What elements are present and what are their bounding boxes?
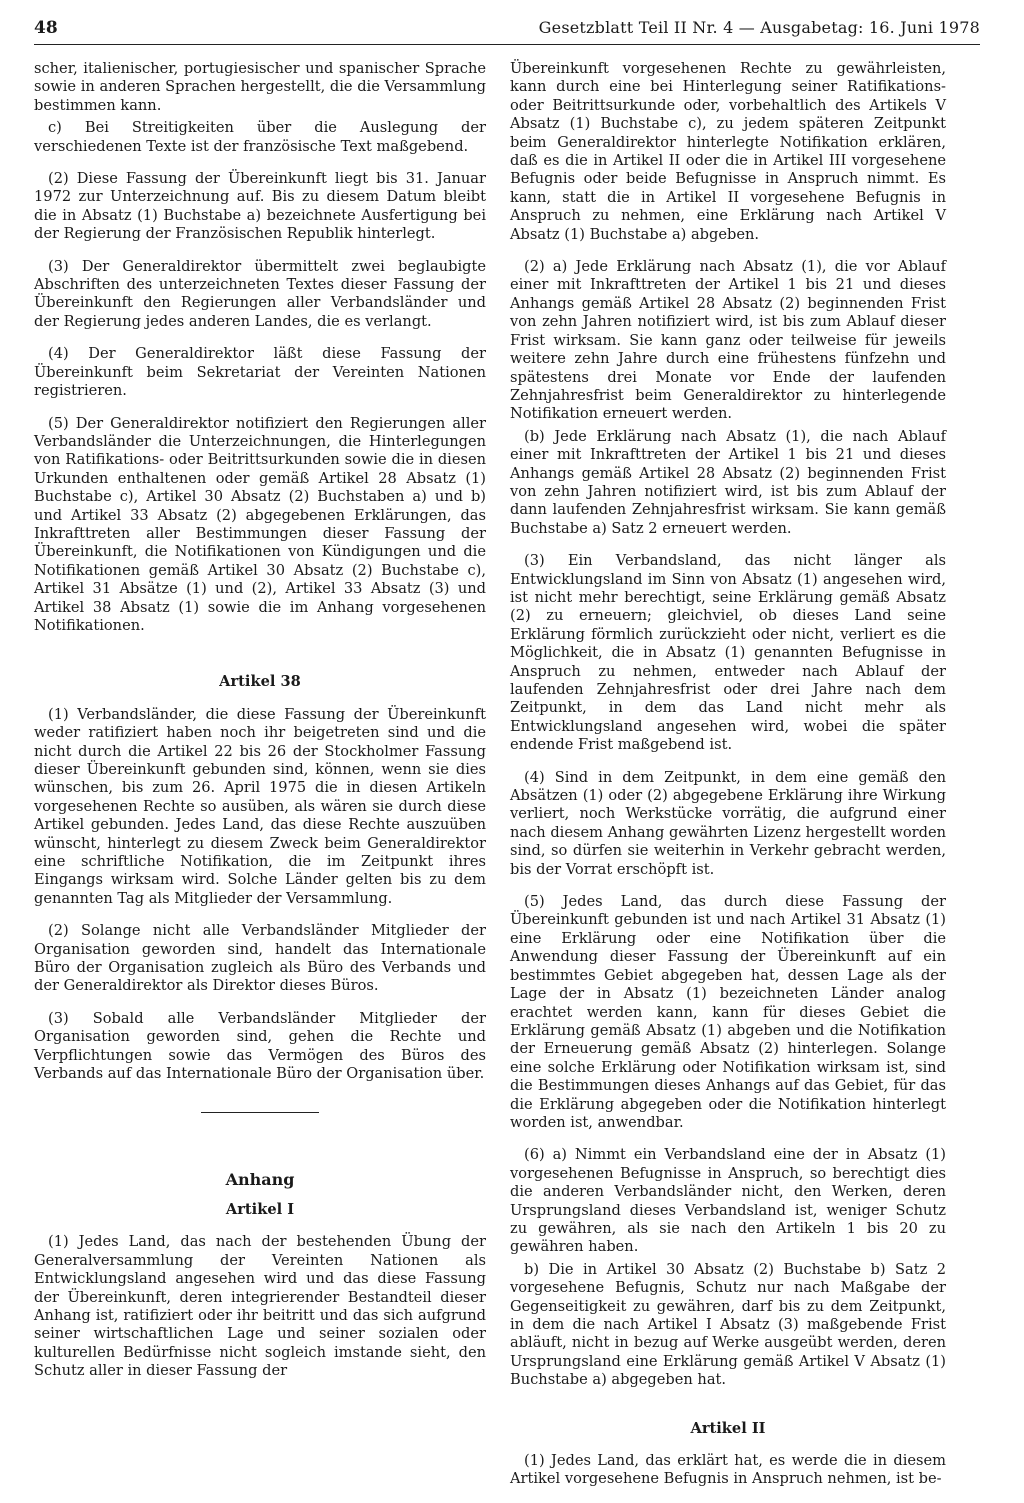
paragraph: (6) a) Nimmt ein Verbandsland eine der in Absatz (1) vorgesehenen Befugnisse in Anspruch, so berechtigt dies die anderen Verbandsländer nicht, den Werken, deren Ursprungsland dieses Verbandsland ist, weniger Schutz zu gewähren, als sie nach den Artikeln 1 bis 20 zu gewähren haben. <box>510 1146 946 1256</box>
page-number: 48 <box>34 18 58 38</box>
section-heading-artikel-i: Artikel I <box>225 1200 295 1218</box>
paragraph: (1) Verbandsländer, die diese Fassung der Übereinkunft weder ratifiziert haben noch ihr beigetreten sind und die nicht durch die Artikel 22 bis 26 der Stockholmer Fassung dieser Übereinkunft gebunden sind, können, wenn sie dies wünschen, bis zum 26. April 1975 die in diesen Artikeln vorgesehenen Rechte so ausüben, als wären sie durch diese Artikel gebunden. Jedes Land, das diese Rechte auszuüben wünscht, hinterlegt zu diesem Zweck beim Generaldirektor eine schriftliche Notifikation, die im Zeitpunkt ihres Eingangs wirksam wird. Solche Länder gelten bis zu dem genannten Tag als Mitglieder der Versammlung. <box>34 705 486 907</box>
paragraph: (3) Der Generaldirektor übermittelt zwei beglaubigte Abschriften des unterzeichneten Textes dieser Fassung der Übereinkunft den Regierungen aller Verbandsländer und der Regierung jedes anderen Landes, die es verlangt. <box>34 257 486 330</box>
running-title: Gesetzblatt Teil II Nr. 4 — Ausgabetag: 16. Juni 1978 <box>538 18 980 37</box>
paragraph: Übereinkunft vorgesehenen Rechte zu gewährleisten, kann durch eine bei Hinterlegung seiner Ratifikations- oder Beitrittsurkunde oder, vorbehaltlich des Artikels V Absatz (1) Buchstabe c), zu jedem späteren Zeitpunkt beim Generaldirektor hinterlegte Notifikation erklären, daß es die in Artikel II oder die in Artikel III vorgesehene Befugnis oder beide Befugnisse in Anspruch nimmt. Es kann, statt die in Artikel II vorgesehene Befugnis in Anspruch zu nehmen, eine Erklärung nach Artikel V Absatz (1) Buchstabe a) abgeben. <box>510 60 946 243</box>
left-column <box>34 60 486 1395</box>
paragraph: b) Die in Artikel 30 Absatz (2) Buchstabe b) Satz 2 vorgesehene Befugnis, Schutz nur nach Maßgabe der Gegenseitigkeit zu gewähren, darf bis zu dem Zeitpunkt, in dem die nach Artikel I Absatz (3) maßgebende Frist abläuft, nicht in bezug auf Werke ausgeübt werden, deren Ursprungsland eine Erklärung gemäß Artikel V Absatz (1) Buchstabe a) abgegeben hat. <box>510 1260 946 1389</box>
page-header <box>34 18 980 45</box>
paragraph: (3) Sobald alle Verbandsländer Mitglieder der Organisation geworden sind, gehen die Rechte und Verpflichtungen sowie das Vermögen des Büros des Verbands auf das Internationale Büro der Organisation über. <box>34 1009 486 1083</box>
paragraph: (2) Solange nicht alle Verbandsländer Mitglieder der Organisation geworden sind, handelt das Internationale Büro der Organisation zugleich als Büro des Verbands und der Generaldirektor als Direktor dieses Büros. <box>34 922 486 995</box>
paragraph: (2) a) Jede Erklärung nach Absatz (1), die vor Ablauf einer mit Inkrafttreten der Artikel 1 bis 21 und dieses Anhangs gemäß Artikel 28 Absatz (2) beginnenden Frist von zehn Jahren notifiziert wird, ist bis zum Ablauf dieser Frist wirksam. Sie kann ganz oder teilweise für jeweils weitere zehn Jahre durch eine frühestens fünfzehn und spätestens drei Monate vor Ende der laufenden Zehnjahresfrist beim Generaldirektor zu hinterlegende Notifikation erneuert werden. <box>510 258 946 423</box>
paragraph: (1) Jedes Land, das erklärt hat, es werde die in diesem Artikel vorgesehene Befugnis in Anspruch nehmen, ist be- <box>510 1452 946 1488</box>
paragraph: (5) Jedes Land, das durch diese Fassung der Übereinkunft gebunden ist und nach Artikel 31 Absatz (1) eine Erklärung oder eine Notifikation über die Anwendung dieser Fassung der Übereinkunft auf ein bestimmtes Gebiet abgegeben hat, dessen Lage als der Lage der in Absatz (1) bezeichneten Länder analog erachtet werden kann, kann für dieses Gebiet die Erklärung gemäß Absatz (1) abgeben und die Notifikation der Erneuerung gemäß Absatz (2) hinterlegen. Solange eine solche Erklärung oder Notifikation wirksam ist, sind die Bestimmungen dieses Anhangs auf das Gebiet, für das die Erklärung abgegeben oder die Notifikation hinterlegt worden ist, anwendbar. <box>510 893 946 1131</box>
paragraph: c) Bei Streitigkeiten über die Auslegung der verschiedenen Texte ist der französische Text maßgebend. <box>34 119 486 155</box>
paragraph: (3) Ein Verbandsland, das nicht länger als Entwicklungsland im Sinn von Absatz (1) angesehen wird, ist nicht mehr berechtigt, seine Erklärung gemäß Absatz (2) zu erneuern; gleichviel, ob dieses Land seine Erklärung förmlich zurückzieht oder nicht, verliert es die Möglichkeit, die in Absatz (1) genannten Befugnisse in Anspruch zu nehmen, entweder nach Ablauf der laufenden Zehnjahresfrist oder drei Jahre nach dem Zeitpunkt, in dem das Land nicht mehr als Entwicklungsland angesehen wird, wobei die später endende Frist maßgebend ist. <box>510 552 946 754</box>
paragraph: (4) Sind in dem Zeitpunkt, in dem eine gemäß den Absätzen (1) oder (2) abgegebene Erklärung ihre Wirkung verliert, noch Werkstücke vorrätig, die aufgrund einer nach diesem Anhang gewährten Lizenz hergestellt worden sind, so dürfen sie weiterhin in Verkehr gebracht werden, bis der Vorrat erschöpft ist. <box>510 768 946 878</box>
paragraph: (5) Der Generaldirektor notifiziert den Regierungen aller Verbandsländer die Unterzeichnungen, die Hinterlegungen von Ratifikations- oder Beitrittsurkunden sowie die in diesen Urkunden enthaltenen oder gemäß Artikel 28 Absatz (1) Buchstabe c), Artikel 30 Absatz (2) Buchstaben a) und b) und Artikel 33 Absatz (2) abgegebenen Erklärungen, das Inkrafttreten aller Bestimmungen dieser Fassung der Übereinkunft, die Notifikationen von Kündigungen und die Notifikationen gemäß Artikel 30 Absatz (2) Buchstabe c), Artikel 31 Absätze (1) und (2), Artikel 33 Absatz (3) und Artikel 38 Absatz (1) sowie die im Anhang vorgesehenen Notifikationen. <box>34 414 486 634</box>
paragraph: scher, italienischer, portugiesischer und spanischer Sprache sowie in anderen Sprachen hergestellt, die die Versammlung bestimmen kann. <box>34 60 486 114</box>
right-column <box>510 60 946 1503</box>
paragraph: (2) Diese Fassung der Übereinkunft liegt bis 31. Januar 1972 zur Unterzeichnung auf. Bis zu diesem Datum bleibt die in Absatz (1) Buchstabe a) bezeichnete Ausfertigung bei der Regierung der Französischen Republik hinterlegt. <box>34 170 486 243</box>
paragraph: (b) Jede Erklärung nach Absatz (1), die nach Ablauf einer mit Inkrafttreten der Artikel 1 bis 21 und dieses Anhangs gemäß Artikel 28 Absatz (2) beginnenden Frist von zehn Jahren notifiziert wird, ist bis zum Ablauf der dann laufenden Zehnjahresfrist wirksam. Sie kann gemäß Buchstabe a) Satz 2 erneuert werden. <box>510 427 946 537</box>
paragraph: (4) Der Generaldirektor läßt diese Fassung der Übereinkunft beim Sekretariat der Vereinten Nationen registrieren. <box>34 345 486 400</box>
section-heading-anhang: Anhang <box>225 1169 295 1189</box>
section-heading-artikel-ii: Artikel II <box>690 1419 766 1437</box>
paragraph: (1) Jedes Land, das nach der bestehenden Übung der Generalversammlung der Vereinten Nationen als Entwicklungsland angesehen wird und das diese Fassung der Übereinkunft, deren integrierender Bestandteil dieser Anhang ist, ratifiziert oder ihr beitritt und das sich aufgrund seiner wirtschaftlichen Lage und seiner sozialen oder kulturellen Bedürfnisse nicht sogleich imstande sieht, den Schutz aller in dieser Fassung der <box>34 1233 486 1380</box>
section-heading-artikel-38: Artikel 38 <box>219 673 301 691</box>
section-divider <box>201 1112 319 1113</box>
